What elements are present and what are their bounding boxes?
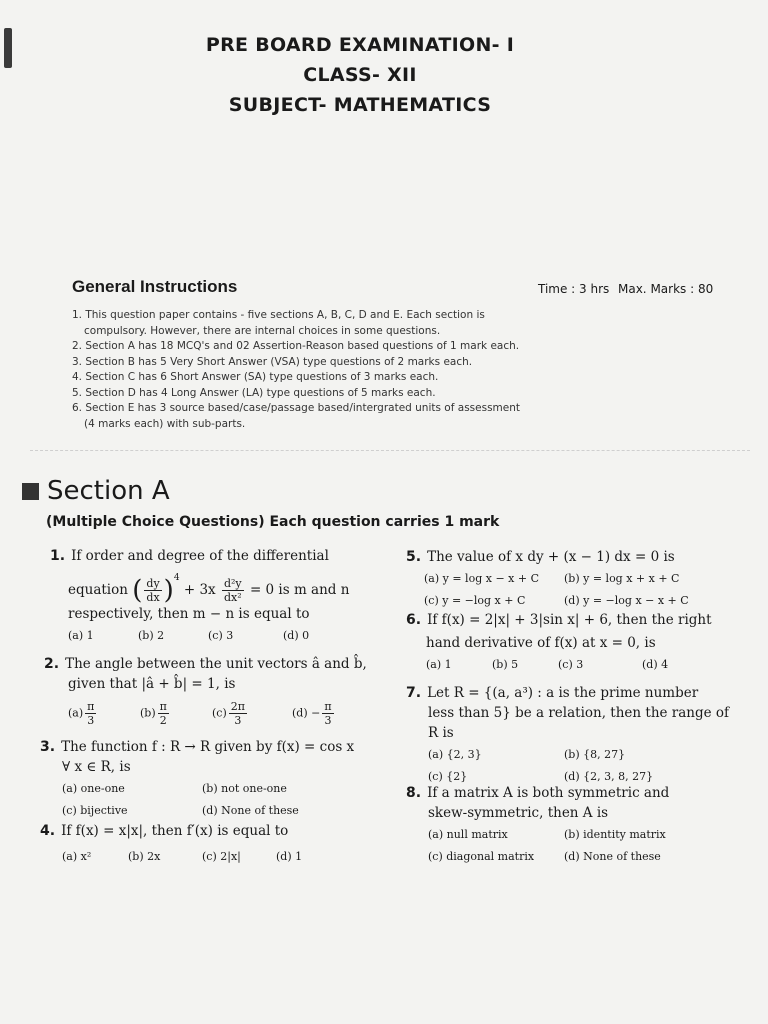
instruction-item: 3. Section B has 5 Very Short Answer (VSA) type questions of 2 marks each. bbox=[72, 355, 473, 368]
fraction-numerator: 2π bbox=[230, 700, 245, 713]
question-5 bbox=[406, 547, 736, 611]
question-text: The value of x dy + (x − 1) dx = 0 is bbox=[427, 549, 675, 565]
option-label: (d) − bbox=[292, 706, 321, 720]
option-d: (d) 0 bbox=[283, 629, 310, 642]
option-d: (d) 1 bbox=[276, 850, 303, 863]
fraction bbox=[144, 577, 161, 604]
section-heading bbox=[22, 476, 170, 506]
exam-header bbox=[180, 30, 540, 120]
section-title: Section A bbox=[47, 476, 170, 506]
option-d: (d) 4 bbox=[642, 658, 669, 671]
instruction-item: 6. Section E has 3 source based/case/passage based/intergrated units of assessment bbox=[72, 402, 520, 414]
option-c: (c) 2|x| bbox=[202, 850, 241, 863]
fraction-numerator: π bbox=[87, 700, 95, 713]
question-number: 7. bbox=[406, 685, 422, 701]
option-a: (a) {2, 3} bbox=[428, 748, 482, 761]
options-row bbox=[406, 847, 746, 867]
exam-class: CLASS- XII bbox=[303, 64, 417, 86]
options-row bbox=[406, 569, 736, 589]
option-c: (c) 3 bbox=[558, 658, 584, 671]
options-row bbox=[406, 745, 746, 765]
question-text: The function f : R → R given by f(x) = cos x bbox=[61, 739, 355, 755]
fraction-denominator: 3 bbox=[324, 714, 332, 727]
instruction-item: 4. Section C has 6 Short Answer (SA) type questions of 3 marks each. bbox=[72, 371, 439, 383]
question-text: hand derivative of f(x) at x = 0, is bbox=[426, 635, 656, 651]
fraction-numerator: π bbox=[324, 700, 332, 713]
question-text: If f(x) = x|x|, then f′(x) is equal to bbox=[61, 823, 289, 839]
question-number: 3. bbox=[40, 739, 56, 755]
option-d: (d) None of these bbox=[202, 804, 299, 817]
fraction bbox=[158, 700, 169, 727]
question-number: 4. bbox=[40, 823, 56, 839]
question-text: given that |â + b̂| = 1, is bbox=[68, 676, 236, 692]
equation-suffix: = 0 is m and n bbox=[249, 582, 350, 598]
option-label: (a) bbox=[68, 706, 84, 720]
options-row bbox=[44, 700, 374, 727]
general-instructions-title: General Instructions bbox=[72, 277, 238, 296]
question-text: If f(x) = 2|x| + 3|sin x| + 6, then the right bbox=[427, 612, 712, 628]
option-c: (c) bijective bbox=[62, 804, 128, 817]
fraction-denominator: 3 bbox=[234, 714, 242, 727]
option-c: (c) diagonal matrix bbox=[428, 850, 535, 863]
option-a: (a) one-one bbox=[62, 782, 125, 795]
question-text: R is bbox=[428, 725, 454, 741]
option-b: (b) 2 bbox=[138, 629, 165, 642]
options-row bbox=[50, 626, 370, 646]
question-text: respectively, then m − n is equal to bbox=[68, 606, 310, 622]
exam-subject: SUBJECT- MATHEMATICS bbox=[228, 94, 492, 116]
question-7 bbox=[406, 683, 746, 787]
section-subtitle: (Multiple Choice Questions) Each question carries 1 mark bbox=[46, 514, 500, 530]
question-text: If order and degree of the differential bbox=[71, 548, 329, 564]
question-number: 8. bbox=[406, 785, 422, 801]
divider bbox=[30, 450, 750, 451]
exponent: 4 bbox=[173, 573, 180, 583]
option-b: (b) 5 bbox=[492, 658, 519, 671]
question-8 bbox=[406, 783, 746, 867]
instruction-item: 5. Section D has 4 Long Answer (LA) type questions of 5 marks each. bbox=[72, 386, 436, 399]
option-b: (b) y = log x + x + C bbox=[564, 572, 680, 585]
option-c: (c) {2} bbox=[428, 770, 468, 783]
instruction-item: 2. Section A has 18 MCQ's and 02 Assertion-Reason based questions of 1 mark each. bbox=[72, 340, 520, 352]
question-text: skew-symmetric, then A is bbox=[428, 805, 609, 821]
fraction-denominator: dx bbox=[146, 591, 160, 604]
question-number: 5. bbox=[406, 549, 422, 565]
option-b: (b) identity matrix bbox=[564, 828, 666, 841]
options-row bbox=[40, 779, 380, 799]
max-marks: Max. Marks : 80 bbox=[618, 282, 714, 296]
option-b: (b) not one-one bbox=[202, 782, 287, 795]
options-row bbox=[406, 825, 746, 845]
instruction-item: compulsory. However, there are internal choices in some questions. bbox=[84, 324, 441, 337]
option-b: (b) 2x bbox=[128, 850, 161, 863]
options-row bbox=[40, 847, 380, 867]
page-edge-mark bbox=[4, 28, 12, 68]
fraction-numerator: π bbox=[159, 700, 167, 713]
exam-time: Time : 3 hrs bbox=[538, 282, 610, 296]
option-a: (a) null matrix bbox=[428, 828, 508, 841]
fraction-numerator: d²y bbox=[223, 577, 242, 590]
option-d: (d) y = −log x − x + C bbox=[564, 594, 689, 607]
option-a bbox=[68, 700, 140, 727]
question-text: The angle between the unit vectors â and b̂, bbox=[65, 656, 367, 672]
options-row bbox=[40, 801, 380, 821]
option-c bbox=[212, 700, 292, 727]
question-text: less than 5} be a relation, then the range of bbox=[428, 705, 730, 721]
options-row bbox=[406, 591, 736, 611]
question-number: 2. bbox=[44, 656, 60, 672]
option-label: (b) bbox=[140, 706, 156, 720]
question-number: 6. bbox=[406, 612, 422, 628]
fraction-denominator: 3 bbox=[87, 714, 95, 727]
question-equation bbox=[50, 568, 370, 604]
option-d bbox=[292, 700, 336, 727]
question-1 bbox=[50, 546, 370, 646]
question-2 bbox=[44, 654, 374, 727]
equation-prefix: equation bbox=[68, 582, 128, 598]
option-c: (c) y = −log x + C bbox=[424, 594, 526, 607]
fraction-denominator: dx² bbox=[223, 591, 242, 604]
fraction-numerator: dy bbox=[146, 577, 160, 590]
fraction bbox=[322, 700, 333, 727]
square-bullet-icon bbox=[22, 483, 39, 500]
paren-open-icon: ( bbox=[132, 575, 143, 606]
exam-title: PRE BOARD EXAMINATION- I bbox=[205, 34, 515, 56]
equation-middle: + 3x bbox=[183, 582, 216, 598]
option-b: (b) {8, 27} bbox=[564, 748, 626, 761]
fraction bbox=[229, 700, 247, 727]
question-text: If a matrix A is both symmetric and bbox=[427, 785, 670, 801]
option-b bbox=[140, 700, 212, 727]
fraction bbox=[222, 577, 244, 604]
fraction-denominator: 2 bbox=[159, 714, 167, 727]
question-6 bbox=[406, 610, 746, 675]
instruction-item: (4 marks each) with sub-parts. bbox=[84, 417, 246, 430]
option-d: (d) None of these bbox=[564, 850, 661, 863]
question-number: 1. bbox=[50, 548, 66, 564]
option-label: (c) bbox=[212, 706, 227, 720]
instruction-item: 1. This question paper contains - five sections A, B, C, D and E. Each section is bbox=[72, 309, 485, 321]
option-d: (d) {2, 3, 8, 27} bbox=[564, 770, 654, 783]
instructions-list bbox=[72, 308, 562, 432]
question-4 bbox=[40, 821, 380, 867]
paren-close-icon: ) bbox=[163, 575, 174, 606]
question-text: Let R = {(a, a³) : a is the prime number bbox=[427, 685, 699, 701]
option-a: (a) x² bbox=[62, 850, 92, 863]
option-a: (a) 1 bbox=[68, 629, 94, 642]
option-a: (a) 1 bbox=[426, 658, 452, 671]
fraction bbox=[85, 700, 96, 727]
question-text: ∀ x ∈ R, is bbox=[62, 759, 131, 775]
question-3 bbox=[40, 737, 380, 821]
options-row bbox=[406, 655, 746, 675]
option-c: (c) 3 bbox=[208, 629, 234, 642]
option-a: (a) y = log x − x + C bbox=[424, 572, 539, 585]
